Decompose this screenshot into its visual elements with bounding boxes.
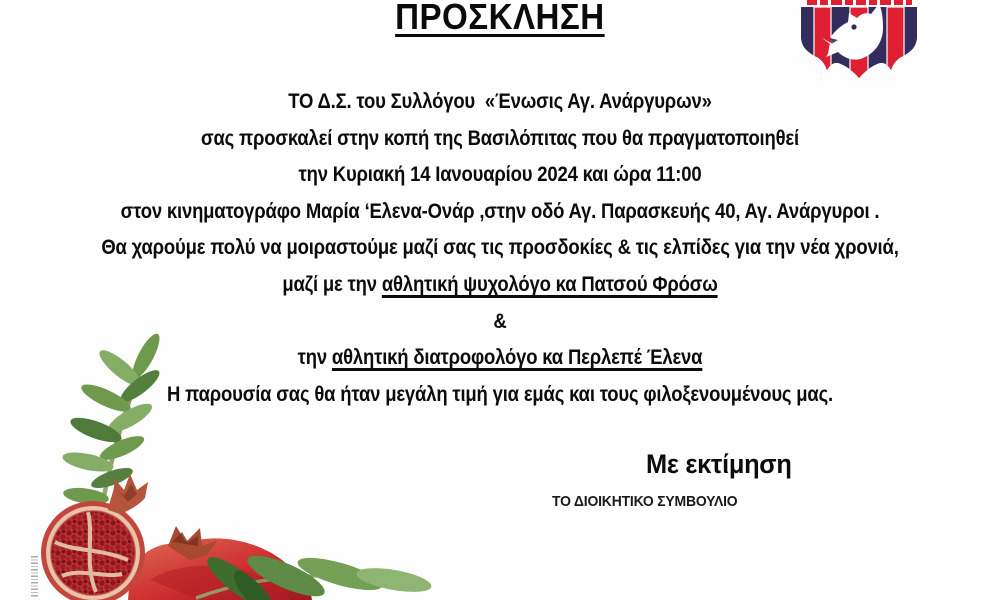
crest-shield: [801, 0, 917, 80]
signoff-regards: Με εκτίμηση: [646, 449, 792, 479]
signoff-board: ΤΟ ΔΙΟΙΚΗΤΙΚΟ ΣΥΜΒΟΥΛΙΟ: [552, 493, 738, 510]
edge-watermark: [31, 556, 38, 598]
guest1-prefix: μαζί με την: [282, 272, 382, 296]
line-datetime: την Κυριακή 14 Ιανουαρίου 2024 και ώρα 11:00: [298, 163, 702, 187]
line-guest1: [60, 267, 940, 304]
guest2-prefix: την: [297, 346, 332, 370]
guest2-name-underlined: αθλητική διατροφολόγο κα Περλεπέ Έλενα: [331, 346, 703, 370]
line-committee: ΤΟ Δ.Σ. του Συλλόγου «Ένωσις Αγ. Ανάργυρων»: [288, 90, 712, 113]
page-title-text: ΠΡΟΣΚΛΗΣΗ: [395, 0, 605, 37]
crest-lettering-cropped: [807, 0, 912, 5]
line-wishes: Θα χαρούμε πολύ να μοιραστούμε μαζί σας τις προσδοκίες & τις ελπίδες για την νέα χρονιά,: [101, 236, 899, 260]
line-honor: Η παρουσία σας θα ήταν μεγάλη τιμή για εμάς και τους φιλοξενουμένους μας.: [167, 382, 833, 406]
line-location: στον κινηματογράφο Μαρία ‘Ελενα-Ονάρ ,στην οδό Αγ. Παρασκευής 40, Αγ. Ανάργυροι .: [120, 199, 880, 223]
club-crest-logo: [797, 0, 921, 80]
line-invite: σας προσκαλεί στην κοπή της Βασιλόπιτας που θα πραγματοποιηθεί: [201, 126, 799, 150]
guest1-name-underlined: αθλητική ψυχολόγο κα Πατσού Φρόσω: [381, 272, 718, 296]
invitation-body: [0, 84, 1000, 413]
line-ampersand: &: [493, 309, 507, 333]
line-guest2: [60, 340, 940, 377]
